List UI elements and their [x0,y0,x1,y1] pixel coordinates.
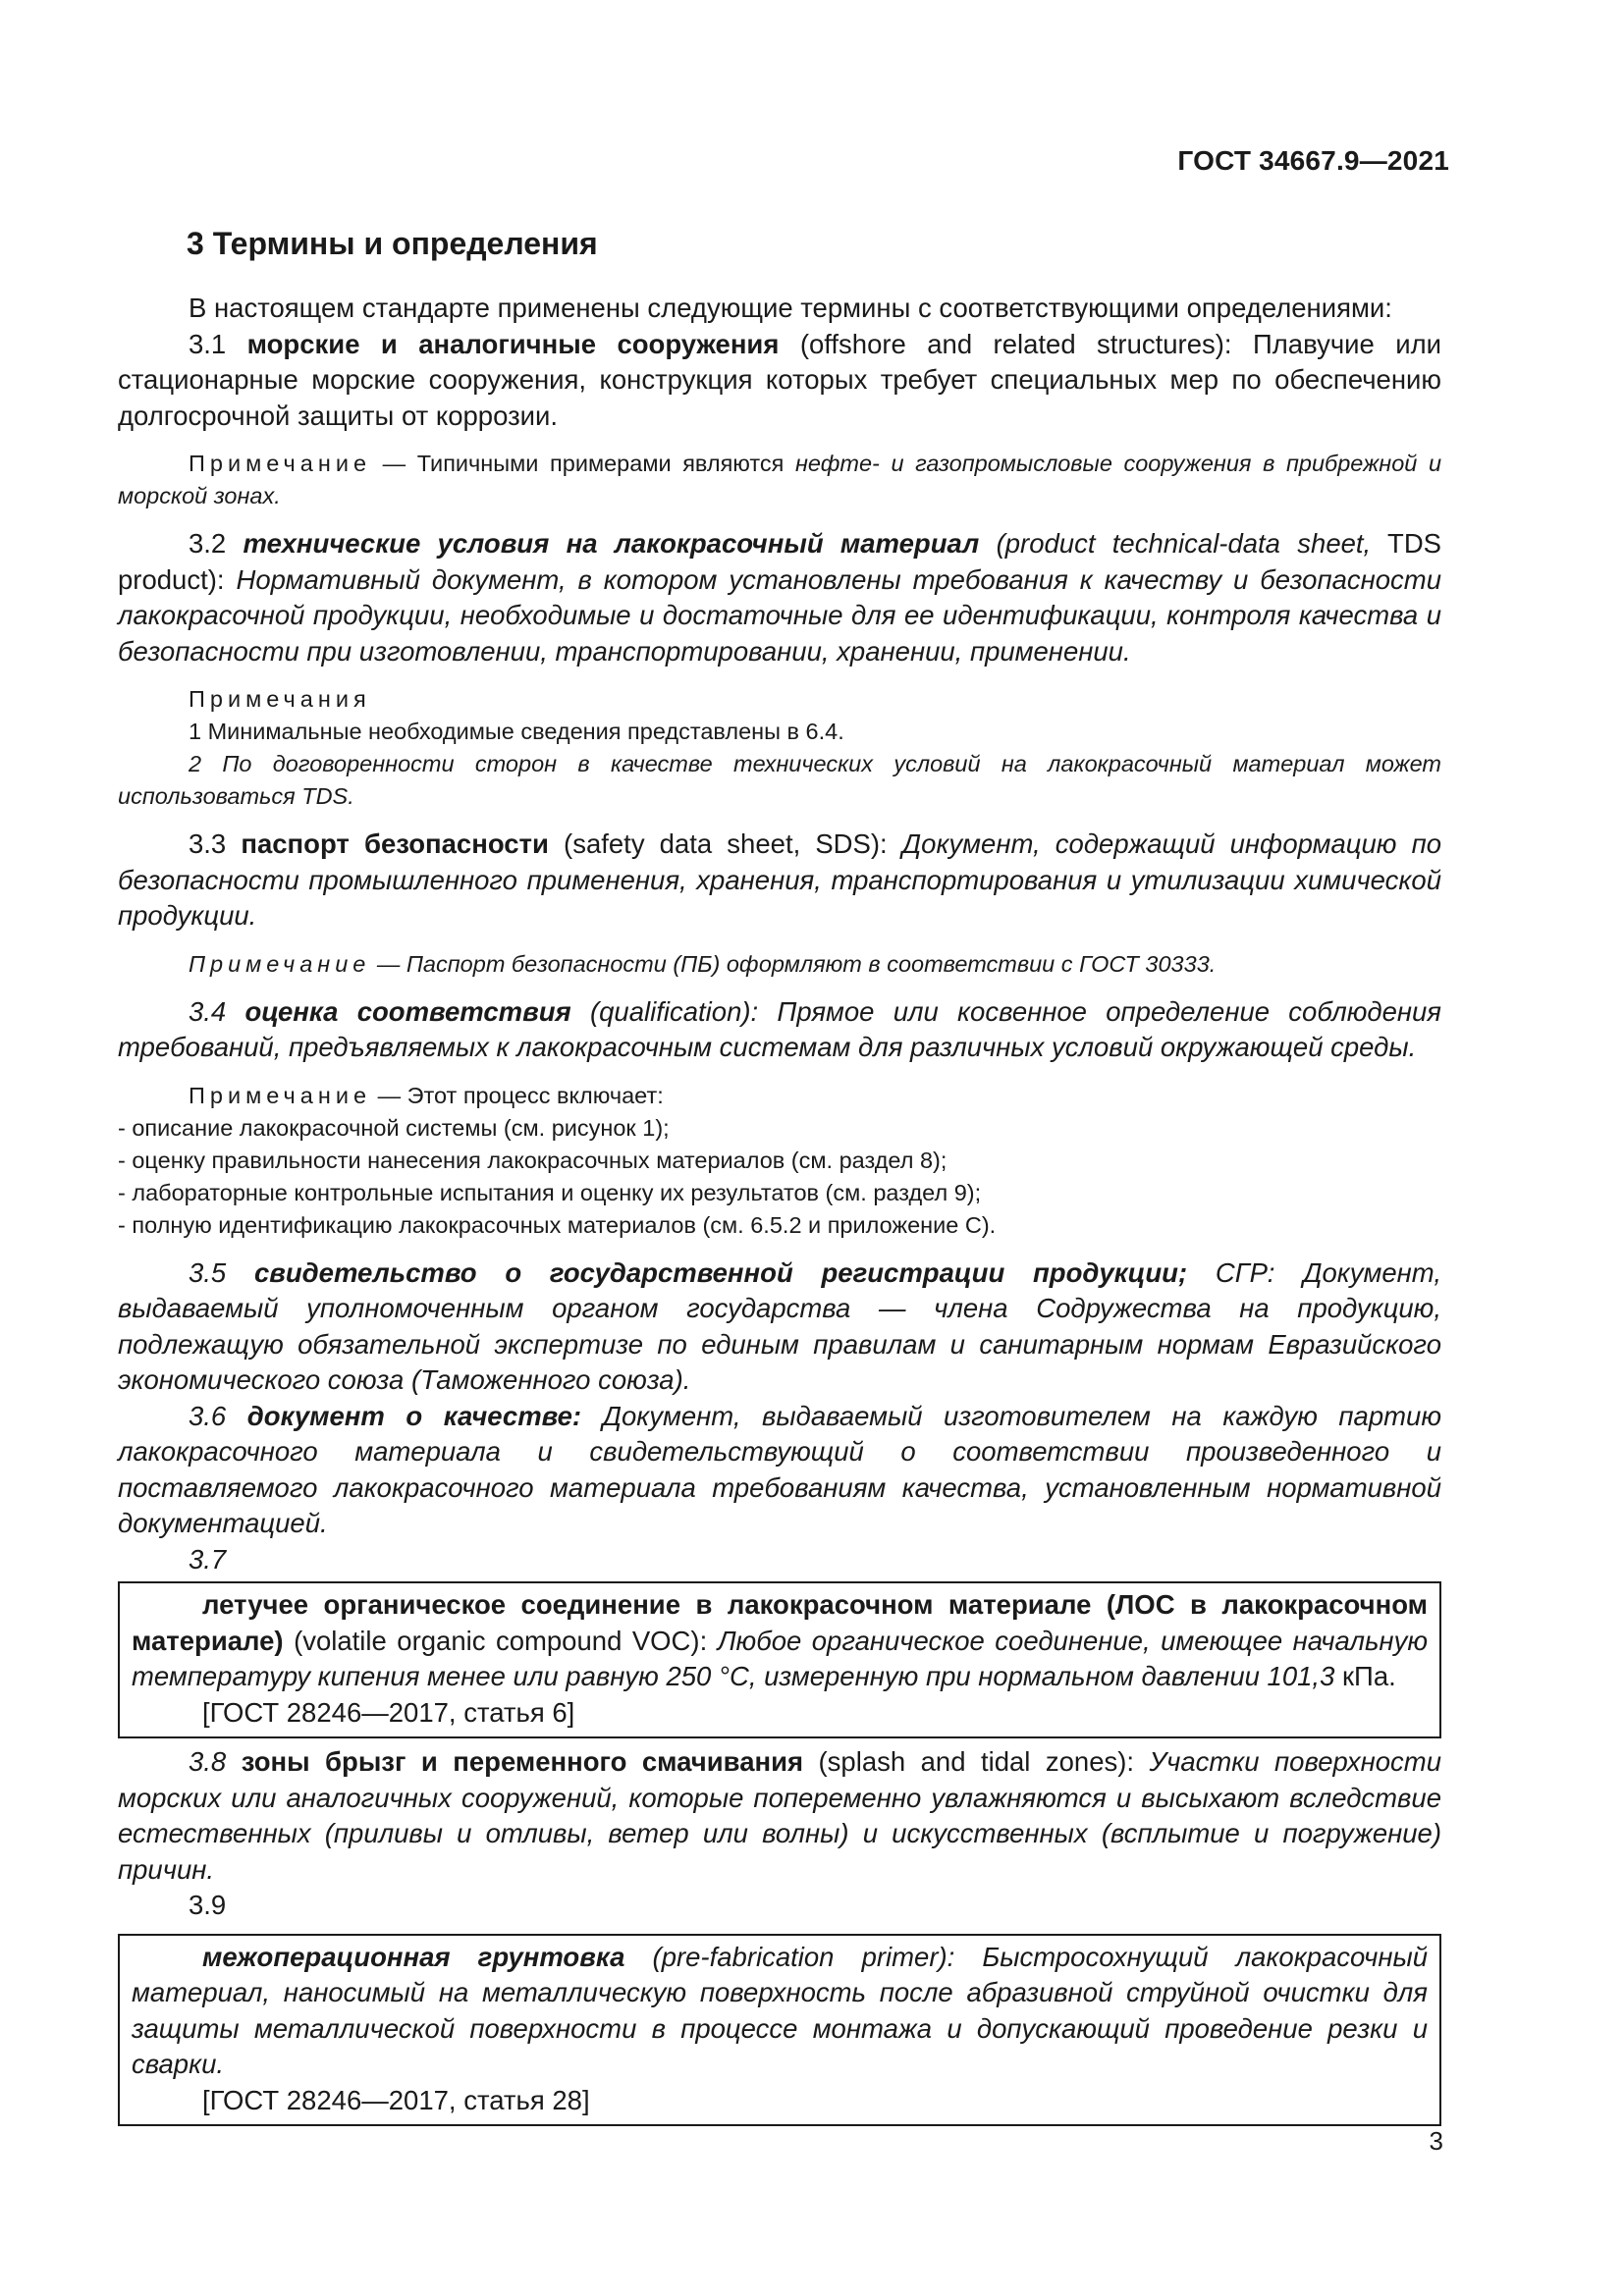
term-definition: Любое органическое соединение, имеющее начальную температуру кипения менее или равную 250 °C, измеренную при нормальном давлении 101,3 [132,1625,1428,1691]
term-english: (product technical-data sheet, [996,528,1372,559]
term-3-9 [132,1940,1428,2083]
term-name: зоны брызг и переменного смачивания [241,1746,804,1777]
term-number: 3.6 [189,1400,227,1431]
term-number: 3.4 [189,995,227,1027]
term-english: (safety data sheet, SDS): [564,828,888,859]
notes-label-text: Примечания [189,686,371,712]
note-3-1 [118,448,1441,512]
term-english: (pre-fabrication primer): [652,1941,955,1972]
note-item: - описание лакокрасочной системы (см. рисунок 1); [118,1114,670,1141]
term-number: 3.5 [189,1256,227,1288]
term-name: свидетельство о государственной регистрации продукции; [253,1256,1188,1288]
term-3-9-box [118,1934,1441,2127]
note-text: — Паспорт безопасности (ПБ) оформляют в соответствии с ГОСТ 30333. [376,950,1217,977]
term-english-2: TDS product): [118,528,1442,595]
note-label: Примечание [189,451,372,476]
term-english: (qualification): [589,995,759,1027]
term-number: 3.2 [189,528,227,559]
term-number: 3.1 [189,328,227,359]
term-definition: Быстросохнущий лакокрасочный материал, наносимый на металлическую поверхность после абразивной струйной очистки для защиты металлической поверхности в процессе монтажа и допускающий проведение резки и сварки. [132,1941,1429,2079]
term-name: летучее органическое соединение в лакокрасочном материале (ЛОС в лакокрасочном материале) [132,1589,1428,1656]
term-name: межоперационная грунтовка [202,1941,625,1972]
page-content [118,224,1441,2126]
note-item: - оценку правильности нанесения лакокрасочных материалов (см. раздел 8); [118,1147,947,1173]
term-definition: Документ, выдаваемый изготовителем на каждую партию лакокрасочного материала и свидетельствующий о соответствии произведенного и поставляемого лакокрасочного материала требованиям качества, установленным нормативной документацией. [118,1400,1442,1538]
note-item: - полную идентификацию лакокрасочных материалов (см. 6.5.2 и приложение С). [118,1211,997,1238]
term-3-1 [118,327,1441,435]
note-item: - лабораторные контрольные испытания и оценку их результатов (см. раздел 9); [118,1179,982,1205]
standard-code: ГОСТ 34667.9—2021 [1177,145,1449,176]
term-english: (volatile organic compound VOC): [294,1625,708,1656]
term-3-4 [118,994,1441,1066]
term-number: 3.3 [189,828,227,859]
term-name: технические условия на лакокрасочный материал [243,528,980,559]
page-number: 3 [1429,2126,1443,2156]
term-name: морские и аналогичные сооружения [246,328,780,359]
term-definition: Прямое или косвенное определение соблюдения требований, предъявляемых к лакокрасочным системам для различных условий окружающей среды. [118,995,1441,1062]
term-name: паспорт безопасности [241,828,549,859]
term-number: 3.8 [189,1746,227,1777]
term-english: (splash and tidal zones): [818,1746,1135,1777]
notes-label [118,683,1441,716]
term-name: документ о качестве: [246,1400,582,1431]
note-text: — Типичными примерами являются [382,451,795,476]
term-definition: Плавучие или стационарные морские сооружения, конструкция которых требует специальных мер по обеспечению долгосрочной защиты от коррозии. [118,328,1442,431]
term-definition: Документ, содержащий информацию по безопасности промышленного применения, хранения, транспортирования и утилизации химической продукции. [118,828,1441,931]
term-source: [ГОСТ 28246—2017, статья 28] [202,2084,590,2115]
note-label: Примечание [189,950,371,977]
note-3-3 [118,948,1441,981]
section-title: 3 Термины и определения [187,226,598,261]
term-3-9-number: 3.9 [189,1890,227,1920]
term-3-6 [118,1399,1441,1542]
term-unit: кПа. [1342,1661,1396,1691]
note-1: 1 Минимальные необходимые сведения представлены в 6.4. [189,719,844,744]
term-3-2 [118,526,1441,669]
note-text-italic: нефте- и газопромысловые сооружения в прибрежной и морской зонах. [118,451,1442,508]
term-3-5 [118,1255,1441,1399]
term-definition: Участки поверхности морских или аналогичных сооружений, которые попеременно увлажняются и высыхают вследствие естественных (приливы и отливы, ветер или волны) и искусственных (всплытие и погружение) причин. [118,1746,1442,1885]
term-english: (offshore and related structures): [799,328,1232,359]
term-3-3 [118,827,1441,934]
term-source: [ГОСТ 28246—2017, статья 6] [202,1696,575,1728]
note-text: — Этот процесс включает: [377,1082,664,1108]
term-3-7 [132,1587,1428,1695]
section-intro: В настоящем стандарте применены следующие термины с соответствующими определениями: [189,293,1392,323]
note-3-4 [118,1080,1441,1112]
term-3-8 [118,1744,1441,1888]
term-definition: Нормативный документ, в котором установлены требования к качеству и безопасности лакокрасочной продукции, необходимые и достаточные для ее идентификации, контроля качества и безопасности при изготовлении, транспортировании, хранении, применении. [118,563,1442,667]
term-name: оценка соответствия [244,995,571,1027]
note-label: Примечание [189,1082,372,1108]
term-definition: СГР: Документ, выдаваемый уполномоченным органом государства — члена Содружества на продукцию, подлежащую обязательной экспертизе по единым правилам и санитарным нормам Евразийского экономического союза (Таможенного союза). [118,1256,1441,1395]
note-2: 2 По договоренности сторон в качестве технических условий на лакокрасочный материал может использоваться TDS. [118,751,1441,809]
term-3-7-number: 3.7 [189,1543,227,1575]
term-3-7-box [118,1581,1441,1738]
